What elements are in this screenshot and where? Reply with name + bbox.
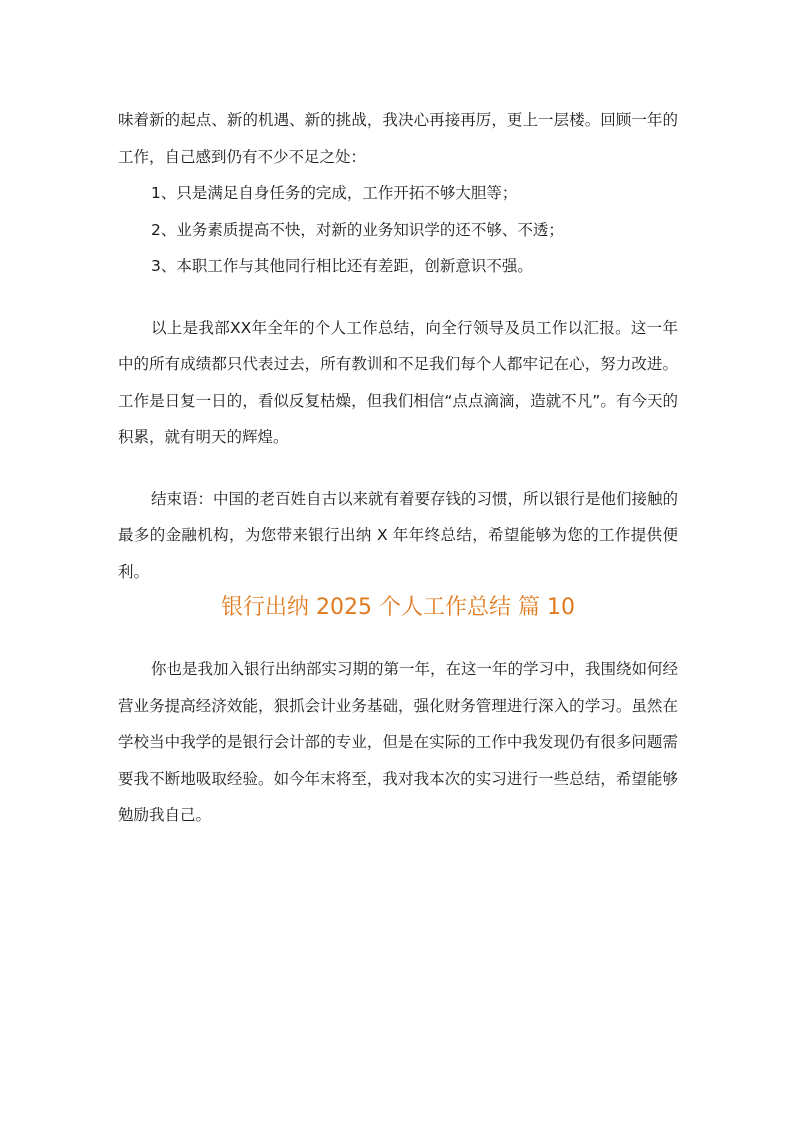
section-title: 银行出纳 2025 个人工作总结 篇 10: [221, 595, 575, 620]
summary-paragraph: 以上是我部XX年全年的个人工作总结，向全行领导及员工作以汇报。这一年中的所有成绩都只代表过去，所有教训和不足我们每个人都牢记在心，努力改进。工作是日复一日的，看似反复枯燥，但我们相信“点点滴滴，造就不凡”。有今天的积累，就有明天的辉煌。: [118, 318, 678, 446]
shortcoming-item-2: 2、业务素质提高不快，对新的业务知识学的还不够、不透；: [151, 220, 564, 239]
shortcoming-item-3: 3、本职工作与其他同行相比还有差距，创新意识不强。: [151, 257, 533, 275]
document-body: [118, 102, 678, 834]
section-paragraph: 你也是我加入银行出纳部实习期的第一年，在这一年的学习中，我围绕如何经营业务提高经济效能，狠抓会计业务基础，强化财务管理进行深入的学习。虽然在学校当中我学的是银行会计部的专业，但是在实际的工作中我发现仍有很多问题需要我不断地吸取经验。如今年末将至，我对我本次的实习进行一些总结，希望能够勉励我自己。: [118, 660, 679, 824]
intro-paragraph: 味着新的起点、新的机遇、新的挑战，我决心再接再厉，更上一层楼。回顾一年的工作，自己感到仍有不少不足之处：: [118, 111, 678, 166]
shortcoming-item-1: 1、只是满足自身任务的完成，工作开拓不够大胆等；: [151, 184, 518, 202]
conclusion-paragraph: 结束语：中国的老百姓自古以来就有着要存钱的习惯，所以银行是他们接触的最多的金融机构，为您带来银行出纳 X 年年终总结，希望能够为您的工作提供便利。: [118, 489, 679, 581]
